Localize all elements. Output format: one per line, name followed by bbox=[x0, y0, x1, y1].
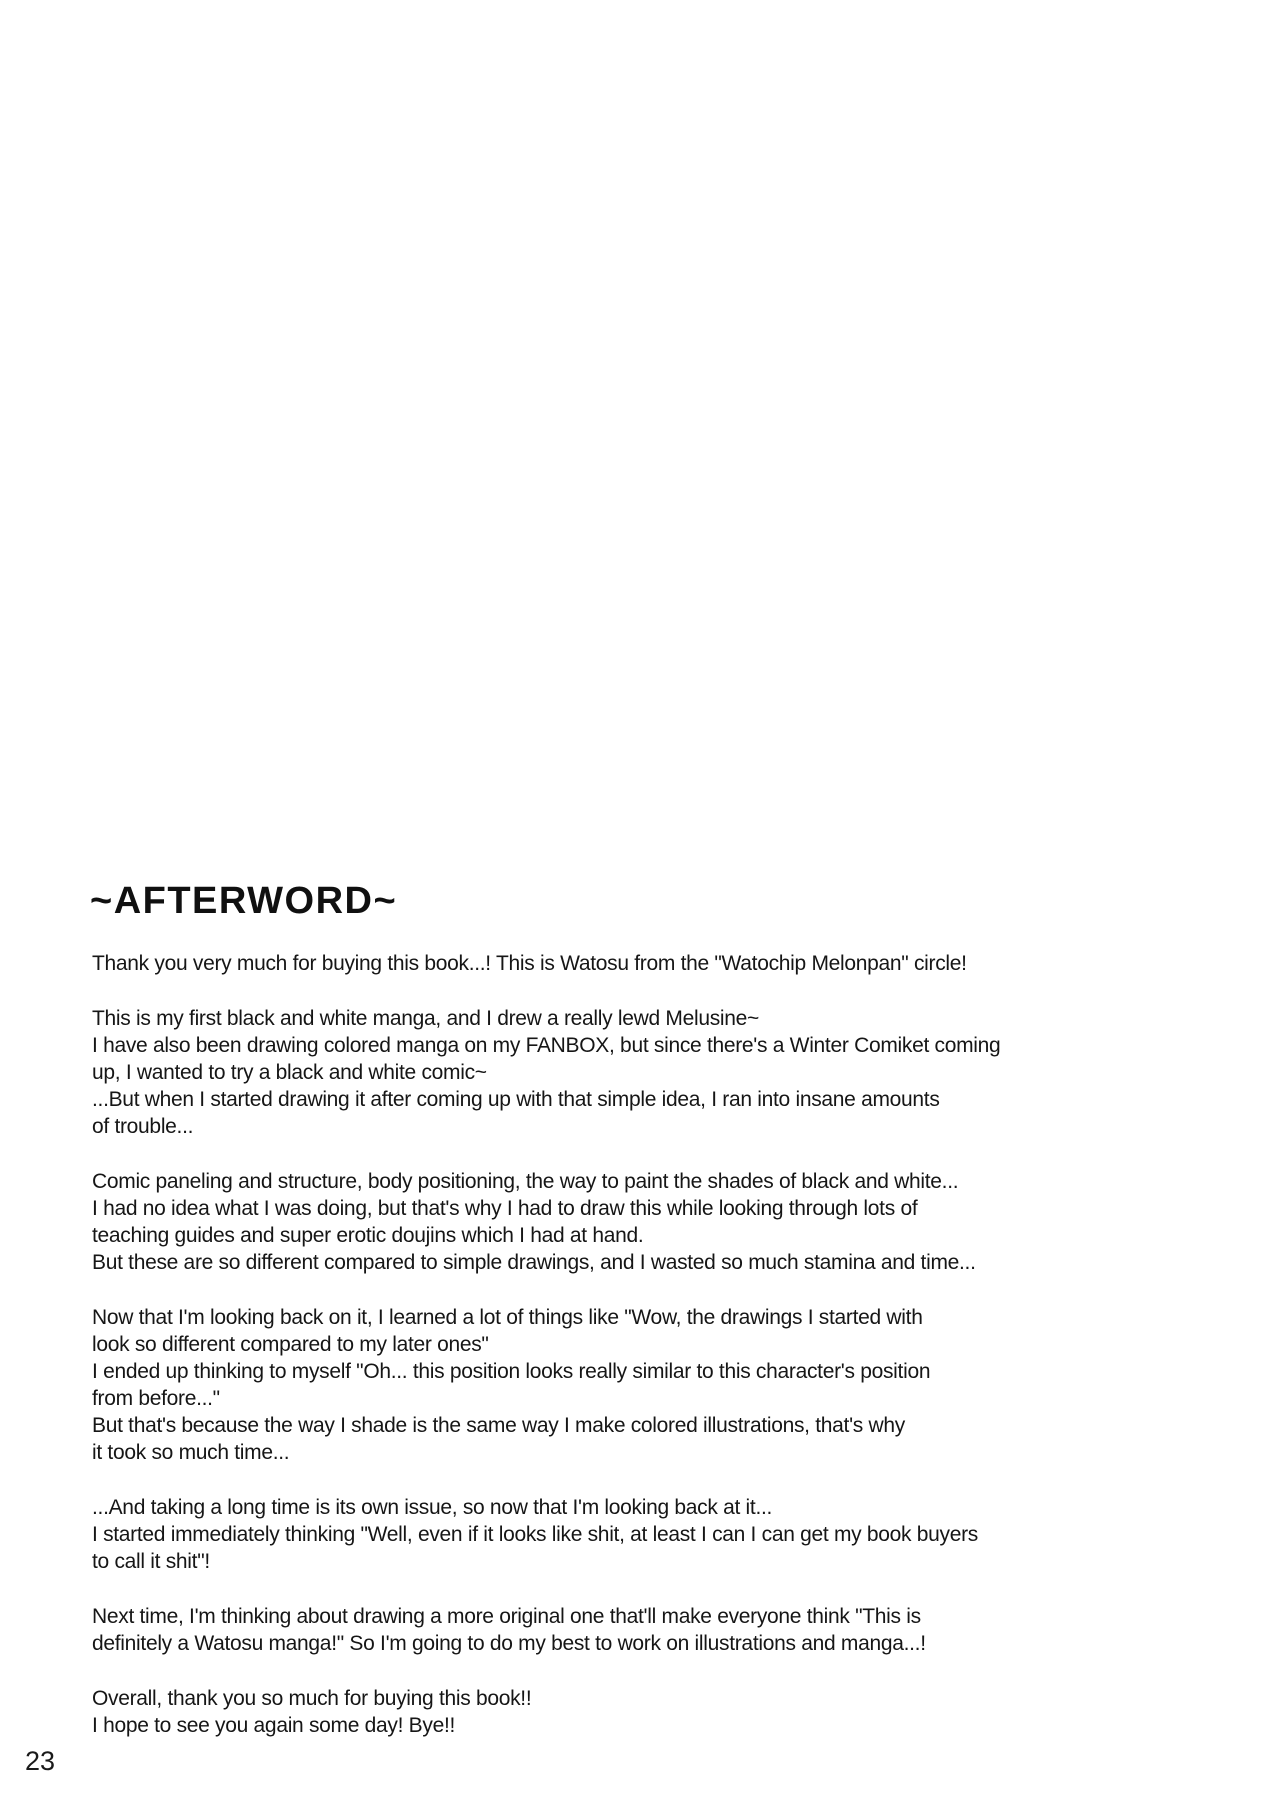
text-line: ...And taking a long time is its own issue, so now that I'm looking back at it... bbox=[92, 1496, 773, 1519]
text-line: This is my first black and white manga, and I drew a really lewd Melusine~ bbox=[92, 1007, 760, 1030]
afterword-text bbox=[92, 950, 1202, 1739]
text-line: I ended up thinking to myself "Oh... this position looks really similar to this character's position bbox=[92, 1360, 931, 1383]
paragraph-long-time bbox=[92, 1494, 1202, 1575]
text-line: up, I wanted to try a black and white comic~ bbox=[92, 1061, 487, 1084]
text-line: I had no idea what I was doing, but that's why I had to draw this while looking through lots of bbox=[92, 1197, 918, 1220]
text-line: to call it shit"! bbox=[92, 1550, 210, 1573]
text-line: teaching guides and super erotic doujins which I had at hand. bbox=[92, 1224, 644, 1247]
text-line: I have also been drawing colored manga on my FANBOX, but since there's a Winter Comiket coming bbox=[92, 1034, 1001, 1057]
text-line: definitely a Watosu manga!" So I'm going to do my best to work on illustrations and manga...! bbox=[92, 1632, 926, 1655]
page-number: 23 bbox=[25, 1746, 56, 1776]
text-line: But that's because the way I shade is the same way I make colored illustrations, that's why bbox=[92, 1414, 905, 1437]
text-line: ...But when I started drawing it after coming up with that simple idea, I ran into insane amounts bbox=[92, 1088, 940, 1111]
text-line: Now that I'm looking back on it, I learned a lot of things like "Wow, the drawings I started with bbox=[92, 1306, 923, 1329]
text-line: Next time, I'm thinking about drawing a more original one that'll make everyone think "This is bbox=[92, 1605, 921, 1628]
paragraph-looking-back bbox=[92, 1304, 1202, 1466]
text-line: But these are so different compared to simple drawings, and I wasted so much stamina and time... bbox=[92, 1251, 976, 1274]
paragraph-paneling bbox=[92, 1168, 1202, 1276]
text-line: look so different compared to my later ones" bbox=[92, 1333, 489, 1356]
page-title: ~AFTERWORD~ bbox=[90, 880, 398, 922]
text-line: I hope to see you again some day! Bye!! bbox=[92, 1714, 456, 1737]
text-line: Overall, thank you so much for buying this book!! bbox=[92, 1687, 532, 1710]
text-line: from before..." bbox=[92, 1387, 220, 1410]
paragraph-thanks bbox=[92, 950, 1202, 977]
text-line: I started immediately thinking "Well, even if it looks like shit, at least I can I can get my book buyers bbox=[92, 1523, 978, 1546]
text-line: Comic paneling and structure, body positioning, the way to paint the shades of black and white... bbox=[92, 1170, 959, 1193]
paragraph-next-time bbox=[92, 1603, 1202, 1657]
text-line: of trouble... bbox=[92, 1115, 194, 1138]
paragraph-closing bbox=[92, 1685, 1202, 1739]
text-line: it took so much time... bbox=[92, 1441, 290, 1464]
paragraph-first-manga bbox=[92, 1005, 1202, 1140]
text-line: Thank you very much for buying this book...! This is Watosu from the "Watochip Melonpan" circle! bbox=[92, 952, 967, 975]
